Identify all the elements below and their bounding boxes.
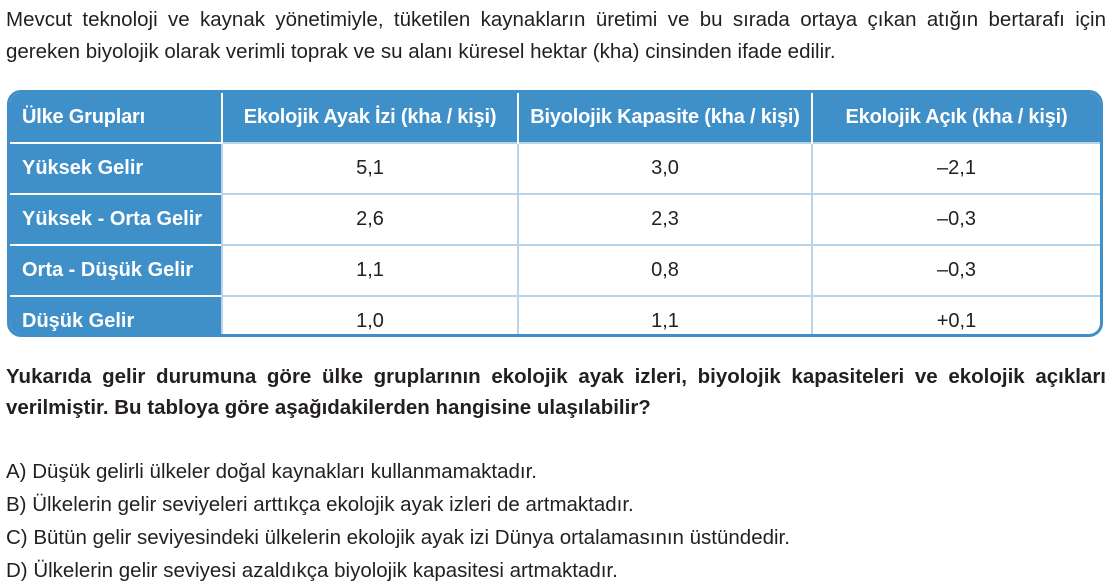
cell-footprint: 1,1 (222, 245, 518, 296)
option-a[interactable]: A) Düşük gelirli ülkeler doğal kaynakları kullanmamaktadır. (6, 460, 537, 483)
row-label: Yüksek - Orta Gelir (10, 194, 222, 245)
row-label: Düşük Gelir (10, 296, 222, 337)
header-country-groups: Ülke Grupları (10, 93, 222, 143)
header-biological-capacity: Biyolojik Kapasite (kha / kişi) (518, 93, 812, 143)
cell-capacity: 3,0 (518, 143, 812, 194)
cell-deficit: +0,1 (812, 296, 1100, 337)
option-b[interactable]: B) Ülkelerin gelir seviyeleri arttıkça ekolojik ayak izleri de artmaktadır. (6, 493, 634, 516)
cell-capacity: 2,3 (518, 194, 812, 245)
intro-paragraph: Mevcut teknoloji ve kaynak yönetimiyle, tüketilen kaynakların üretimi ve bu sırada ortaya çıkan atığın bertarafı için gereken biyolojik olarak verimli toprak ve su alanı küresel hektar (kha) cinsinden ifade edilir. (6, 8, 1106, 63)
row-label: Orta - Düşük Gelir (10, 245, 222, 296)
option-d[interactable]: D) Ülkelerin gelir seviyesi azaldıkça biyolojik kapasitesi artmaktadır. (6, 559, 618, 582)
table-row (10, 143, 1100, 194)
row-label: Yüksek Gelir (10, 143, 222, 194)
table-row (10, 296, 1100, 337)
cell-deficit: –2,1 (812, 143, 1100, 194)
table-row (10, 245, 1100, 296)
income-ecology-table (7, 90, 1103, 337)
header-ecological-footprint: Ekolojik Ayak İzi (kha / kişi) (222, 93, 518, 143)
table-row (10, 194, 1100, 245)
answer-options (6, 455, 1106, 587)
header-ecological-deficit: Ekolojik Açık (kha / kişi) (812, 93, 1100, 143)
cell-capacity: 1,1 (518, 296, 812, 337)
cell-footprint: 1,0 (222, 296, 518, 337)
cell-deficit: –0,3 (812, 245, 1100, 296)
cell-deficit: –0,3 (812, 194, 1100, 245)
cell-capacity: 0,8 (518, 245, 812, 296)
option-c[interactable]: C) Bütün gelir seviyesindeki ülkelerin ekolojik ayak izi Dünya ortalamasının üstündedir. (6, 526, 790, 549)
question-text: Yukarıda gelir durumuna göre ülke gruplarının ekolojik ayak izleri, biyolojik kapasiteleri ve ekolojik açıkları verilmiştir. Bu tabloya göre aşağıdakilerden hangisine ulaşılabilir? (6, 365, 1106, 419)
cell-footprint: 2,6 (222, 194, 518, 245)
table-header-row (10, 93, 1100, 143)
cell-footprint: 5,1 (222, 143, 518, 194)
